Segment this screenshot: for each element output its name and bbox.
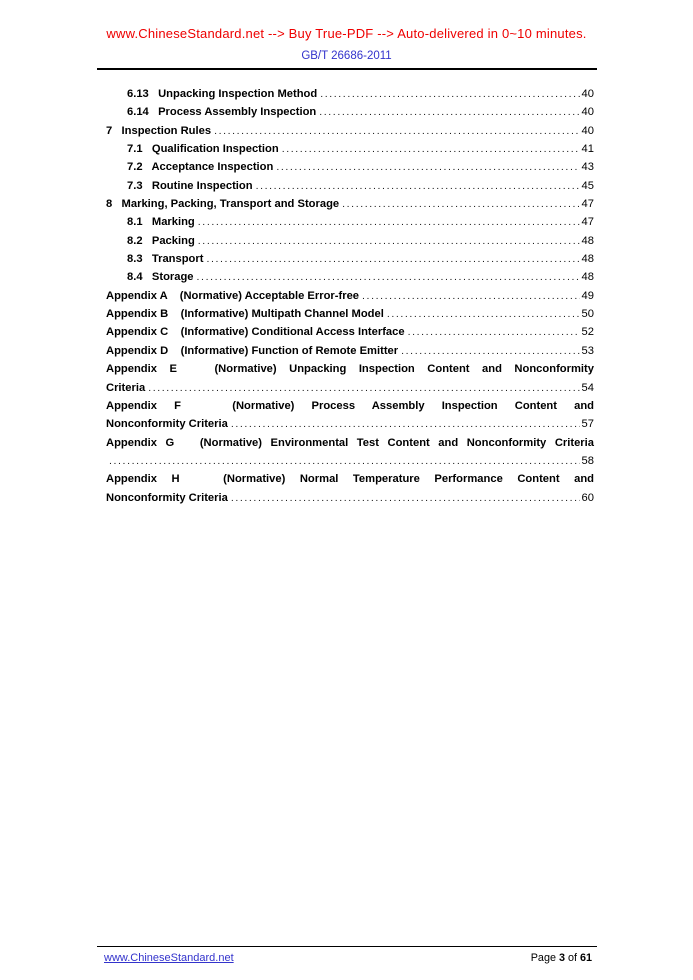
promo-banner-link[interactable]: www.ChineseStandard.net --> Buy True-PDF --> Auto-delivered in 0~10 minutes.: [106, 26, 587, 41]
page-indicator: [531, 952, 592, 964]
toc-entry-label: 6.14 Process Assembly Inspection: [127, 106, 317, 119]
toc-dot-leader: [320, 85, 579, 103]
toc-dot-leader: [231, 415, 580, 433]
toc-entry[interactable]: [97, 158, 597, 176]
toc-page-number: 49: [581, 289, 594, 302]
table-of-contents: [97, 85, 597, 507]
toc-page-number: 47: [581, 216, 594, 229]
toc-entry-label: Nonconformity Criteria: [106, 418, 228, 431]
toc-entry-label: Appendix A (Normative) Acceptable Error-free: [106, 289, 360, 302]
toc-entry-label: Appendix C (Informative) Conditional Access Interface: [106, 326, 405, 339]
toc-dot-leader: [198, 213, 580, 231]
toc-page-number: 48: [581, 234, 594, 247]
page-indicator-label: Page: [530, 952, 556, 964]
toc-page-number: 54: [581, 381, 594, 394]
toc-entry[interactable]: [97, 232, 597, 250]
footer-website-link[interactable]: www.ChineseStandard.net: [104, 952, 234, 964]
toc-page-number: 48: [581, 271, 594, 284]
toc-dot-leader: [109, 452, 580, 470]
toc-page-number: 52: [581, 326, 594, 339]
toc-entry[interactable]: [97, 287, 597, 305]
toc-entry-wrapped-line: Appendix F (Normative) Process Assembly Inspection Content and: [106, 399, 594, 412]
toc-page-number: 45: [581, 179, 594, 192]
toc-dot-leader: [362, 287, 580, 305]
toc-page-number: 43: [581, 161, 594, 174]
toc-entry[interactable]: [97, 434, 597, 471]
toc-dot-leader: [256, 177, 580, 195]
toc-entry[interactable]: [97, 250, 597, 268]
toc-page-number: 60: [581, 491, 594, 504]
toc-dot-leader: [231, 489, 580, 507]
toc-dot-leader: [214, 122, 579, 140]
toc-entry-label: 8.3 Transport: [127, 253, 204, 266]
toc-page-number: 40: [581, 124, 594, 137]
toc-entry[interactable]: [97, 360, 597, 397]
toc-dot-leader: [401, 342, 579, 360]
toc-entry-label: Appendix D (Informative) Function of Remote Emitter: [106, 344, 399, 357]
toc-page-number: 47: [581, 198, 594, 211]
toc-entry[interactable]: [97, 122, 597, 140]
toc-page-number: 40: [581, 106, 594, 119]
header-divider: [97, 68, 597, 70]
toc-entry[interactable]: [97, 268, 597, 286]
toc-entry-label: Nonconformity Criteria: [106, 491, 228, 504]
toc-entry-label: Appendix B (Informative) Multipath Channel Model: [106, 308, 384, 321]
toc-entry[interactable]: [97, 323, 597, 341]
toc-entry[interactable]: [97, 342, 597, 360]
toc-entry-wrapped-line: Appendix H (Normative) Normal Temperature Performance Content and: [106, 473, 594, 486]
toc-entry-wrapped-line: Appendix G (Normative) Environmental Test Content and Nonconformity Criteria: [106, 436, 594, 449]
toc-entry-label: 8.1 Marking: [127, 216, 195, 229]
toc-entry-label: 8.4 Storage: [127, 271, 194, 284]
toc-entry[interactable]: [97, 103, 597, 121]
toc-dot-leader: [206, 250, 579, 268]
toc-dot-leader: [197, 268, 580, 286]
toc-page-number: 50: [581, 308, 594, 321]
toc-entry-label: 7.1 Qualification Inspection: [127, 143, 279, 156]
page-indicator-of: of: [567, 952, 577, 964]
toc-dot-leader: [198, 232, 580, 250]
toc-entry[interactable]: [97, 177, 597, 195]
page-indicator-current: 3: [558, 952, 565, 964]
toc-page-number: 41: [581, 143, 594, 156]
toc-entry-label: Criteria: [106, 381, 146, 394]
toc-entry-label: 7.2 Acceptance Inspection: [127, 161, 274, 174]
toc-entry[interactable]: [97, 195, 597, 213]
toc-dot-leader: [387, 305, 580, 323]
toc-page-number: 53: [581, 344, 594, 357]
toc-entry[interactable]: [97, 397, 597, 434]
toc-dot-leader: [342, 195, 579, 213]
toc-page-number: 57: [581, 418, 594, 431]
toc-entry-label: 8 Marking, Packing, Transport and Storage: [106, 198, 340, 211]
toc-entry-label: 7.3 Routine Inspection: [127, 179, 253, 192]
toc-dot-leader: [282, 140, 580, 158]
toc-entry-label: 6.13 Unpacking Inspection Method: [127, 88, 318, 100]
toc-page-number: 40: [581, 88, 594, 100]
toc-dot-leader: [276, 158, 579, 176]
toc-entry-label: 7 Inspection Rules: [106, 124, 212, 137]
toc-entry[interactable]: [97, 213, 597, 231]
toc-entry-label: 8.2 Packing: [127, 234, 195, 247]
toc-dot-leader: [148, 379, 579, 397]
toc-page-number: 48: [581, 253, 594, 266]
page-indicator-total: 61: [579, 952, 592, 964]
page-footer: [97, 952, 597, 964]
toc-dot-leader: [408, 323, 580, 341]
toc-entry-wrapped-line: Appendix E (Normative) Unpacking Inspection Content and Nonconformity: [106, 363, 594, 376]
toc-page-number: 58: [581, 454, 594, 467]
footer-divider: [97, 946, 597, 947]
toc-dot-leader: [319, 103, 579, 121]
toc-entry[interactable]: [97, 470, 597, 507]
toc-entry[interactable]: [97, 305, 597, 323]
toc-entry[interactable]: [97, 85, 597, 103]
toc-entry[interactable]: [97, 140, 597, 158]
document-number: GB/T 26686-2011: [301, 50, 392, 62]
